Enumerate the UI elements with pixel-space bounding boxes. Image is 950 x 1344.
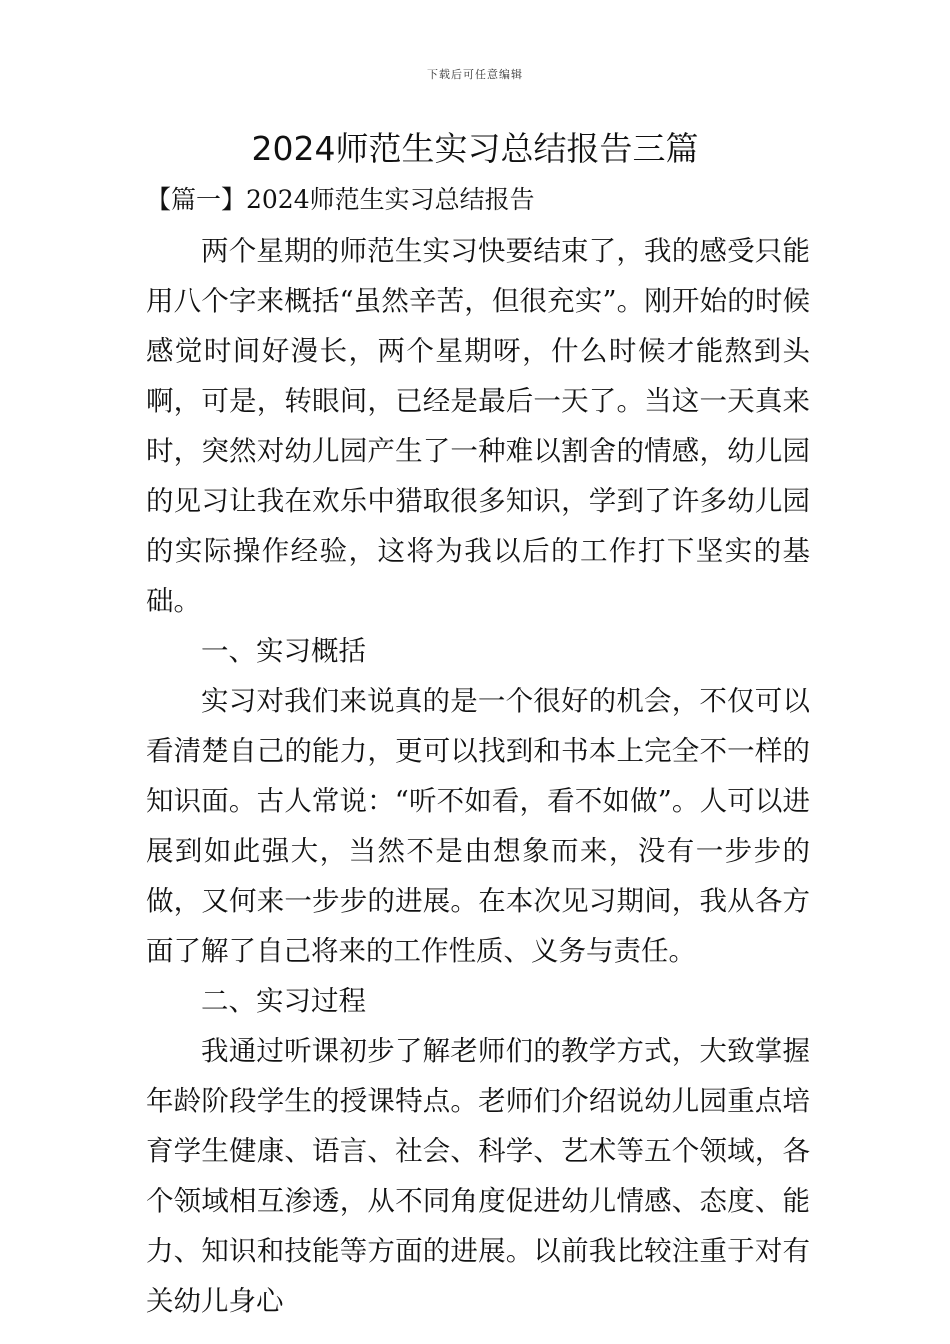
document-body [146,226,810,1326]
document-title: 2024师范生实习总结报告三篇 [251,129,699,168]
page-header-note: 下载后可任意编辑 [427,68,523,81]
paragraph: 两个星期的师范生实习快要结束了，我的感受只能用八个字来概括“虽然辛苦，但很充实”。刚开始的时候感觉时间好漫长，两个星期呀，什么时候才能熬到头啊，可是，转眼间，已经是最后一天了。当这一天真来时，突然对幼儿园产生了一种难以割舍的情感，幼儿园的见习让我在欢乐中猎取很多知识，学到了许多幼儿园的实际操作经验，这将为我以后的工作打下坚实的基础。 [146,235,810,617]
section-heading: 【篇一】2024师范生实习总结报告 [146,185,535,214]
paragraph: 我通过听课初步了解老师们的教学方式，大致掌握年龄阶段学生的授课特点。老师们介绍说幼儿园重点培育学生健康、语言、社会、科学、艺术等五个领域，各个领域相互渗透，从不同角度促进幼儿情感、态度、能力、知识和技能等方面的进展。以前我比较注重于对有关幼儿身心 [146,1035,810,1317]
subsection-heading: 一、实习概括 [201,635,366,667]
subsection-heading: 二、实习过程 [201,985,366,1017]
paragraph: 实习对我们来说真的是一个很好的机会，不仅可以看清楚自己的能力，更可以找到和书本上完全不一样的知识面。古人常说：“听不如看，看不如做”。人可以进展到如此强大，当然不是由想象而来，没有一步步的做，又何来一步步的进展。在本次见习期间，我从各方面了解了自己将来的工作性质、义务与责任。 [146,685,810,967]
